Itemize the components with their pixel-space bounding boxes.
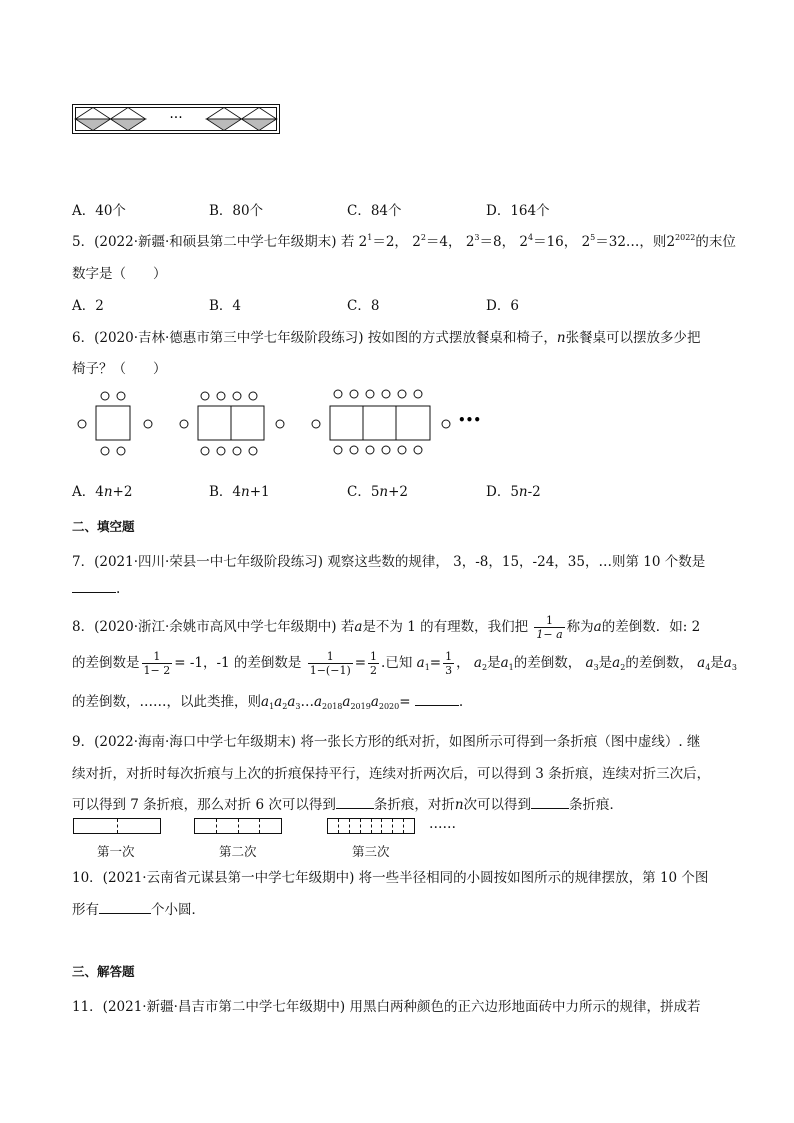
q8-frac1-den: 1− 2 — [143, 664, 171, 677]
q8-a1b-var: a — [500, 655, 509, 671]
q4-option-d[interactable]: D．164个 — [486, 203, 550, 219]
tables-ellipsis: ••• — [458, 413, 482, 427]
q8-frac-den: 1− a — [536, 628, 563, 641]
q5-exp6: 2022 — [675, 233, 696, 242]
q6-a-var: n — [103, 484, 113, 500]
fold-strip-1 — [73, 818, 161, 834]
q7-period: . — [116, 581, 121, 597]
q5-option-a[interactable]: A．2 — [72, 298, 104, 314]
q6-option-a[interactable] — [72, 480, 132, 500]
q8-frac3-num: 1 — [370, 650, 378, 663]
q5-line1 — [72, 230, 736, 250]
q8-c3: = — [399, 694, 411, 710]
fold-ellipsis: …… — [429, 816, 456, 832]
q8-p3s: 3 — [295, 702, 301, 711]
q8-b4: .已知 — [381, 655, 413, 671]
q8-b1: 的差倒数是 — [72, 655, 140, 671]
q6-d-tail: -2 — [527, 484, 541, 500]
fold-label-2: 第二次 — [219, 844, 257, 859]
q5-base2: 2 — [412, 234, 421, 250]
q10-t2: 个小圆． — [151, 902, 205, 918]
q8-p6: a — [370, 694, 379, 710]
q8-b6: = — [429, 655, 442, 671]
q5-option-b[interactable]: B．4 — [209, 298, 242, 314]
q10-answer-blank[interactable] — [99, 901, 151, 914]
q5-base3: 2 — [465, 234, 475, 250]
q8-c4: . — [458, 694, 464, 710]
q4-option-b[interactable]: B．80个 — [209, 203, 264, 219]
q9-var-n: n — [454, 797, 464, 813]
q5-base1: 2 — [358, 234, 368, 250]
tables-chairs-svg — [74, 384, 494, 464]
q6-option-b[interactable] — [209, 480, 270, 500]
q8-reciprocal-fraction — [534, 614, 564, 641]
q6-d-text: D．5 — [486, 484, 519, 500]
q8-p4: a — [313, 694, 323, 710]
q5-line2: 数字是（ ） — [72, 266, 167, 282]
q8-p6s: 2020 — [378, 702, 400, 711]
tables-chairs-figure — [74, 384, 494, 464]
fold-strip-3 — [327, 818, 415, 834]
q5-base6: 2 — [666, 234, 676, 250]
q8-p2: a — [274, 694, 283, 710]
q9-line1: 9．(2022·海南·海口中学七年级期末) 将一张长方形的纸对折，如图所示可得到一条折痕（图中虚线）. 继 — [72, 734, 701, 750]
q8-p3: a — [287, 694, 296, 710]
q6-a-tail: +2 — [112, 484, 133, 500]
q8-a2b-sub: 2 — [620, 663, 626, 672]
q10-line2 — [72, 898, 205, 918]
q6-line2: 椅子？（ ） — [72, 361, 167, 377]
fold-strip-2 — [194, 818, 282, 834]
q8-b12: 是 — [710, 655, 724, 671]
q6-text-a: 6．(2020·吉林·德惠市第三中学七年级阶段练习) 按如图的方式摆放餐桌和椅子， — [72, 330, 557, 346]
q5-res1: ＝2， — [372, 234, 408, 250]
q8-frac4 — [443, 650, 454, 677]
q5-base4: 2 — [519, 234, 528, 250]
q6-line1 — [72, 326, 701, 346]
q8-b8: 是 — [487, 655, 501, 671]
q8-a3-sub: 3 — [593, 663, 599, 672]
q8-var-a: a — [354, 619, 363, 635]
q8-c1: 的差倒数，……，以此类推，则 — [72, 694, 261, 710]
section-solution-heading: 三、解答题 — [72, 964, 135, 979]
q8-a3b-sub: 3 — [731, 663, 737, 672]
q5-option-c[interactable]: C．8 — [347, 298, 380, 314]
q5-exp2: 2 — [420, 233, 426, 242]
fold-label-3: 第三次 — [352, 844, 390, 859]
q9-blank1[interactable] — [336, 796, 374, 809]
q8-p2s: 2 — [282, 702, 288, 711]
q9-t2: 条折痕，对折 — [373, 797, 455, 813]
q6-text-b: 张餐桌可以摆放多少把 — [565, 330, 701, 346]
q6-b-var: n — [241, 484, 250, 500]
q8-frac2-num: 1 — [308, 650, 353, 664]
q8-p5: a — [342, 694, 351, 710]
q8-frac2 — [308, 650, 353, 677]
q8-b9: 的差倒数， — [513, 655, 582, 671]
q8-p4s: 2018 — [322, 702, 343, 711]
q8-b3: = — [354, 655, 367, 671]
q8-text2: 是不为 1 的有理数，我们把 — [362, 619, 529, 635]
q8-p1: a — [261, 694, 270, 710]
q6-option-d[interactable] — [486, 480, 541, 500]
q6-c-text: C．5 — [347, 484, 380, 500]
q5-res4: ＝16， — [533, 234, 578, 250]
q8-a4-sub: 4 — [705, 663, 711, 672]
q9-blank2[interactable] — [531, 796, 569, 809]
q6-c-var: n — [379, 484, 389, 500]
q8-frac4-num: 1 — [445, 650, 453, 663]
q8-p1s: 1 — [269, 702, 275, 711]
fold-label-1: 第一次 — [97, 844, 135, 859]
q5-exp3: 3 — [474, 233, 480, 242]
tile-strip-svg — [72, 104, 280, 134]
q5-res2: ＝4， — [425, 234, 462, 250]
q6-b-text: B．4 — [209, 484, 242, 500]
q5-res6: 的末位 — [695, 234, 736, 250]
q9-line3 — [72, 793, 623, 813]
q8-var-a2: a — [593, 619, 602, 635]
q8-b2: = -1，-1 的差倒数是 — [174, 655, 302, 671]
tile-strip-figure — [72, 104, 280, 134]
q5-source: 5．(2022·新疆·和硕县第二中学七年级期末) 若 — [72, 234, 355, 250]
q8-frac4-den: 3 — [445, 664, 453, 677]
q5-exp5: 5 — [590, 233, 596, 242]
section-fill-in-heading: 二、填空题 — [72, 519, 135, 534]
q10-line1: 10．(2021·云南省元谋县第一中学七年级期中) 将一些半径相同的小圆按如图所示的规律摆放，第 10 个图 — [72, 870, 709, 886]
q9-t1: 可以得到 7 条折痕，那么对折 6 次可以得到 — [72, 797, 336, 813]
q8-b10: 是 — [598, 655, 613, 671]
q8-frac3 — [368, 650, 379, 677]
q8-b7: ， — [456, 655, 470, 671]
q6-option-c[interactable] — [347, 480, 408, 500]
q8-frac2-den: 1−(−1) — [309, 664, 351, 677]
q7-line2 — [72, 580, 120, 597]
q5-res5: ＝32…，则 — [595, 234, 667, 250]
q6-a-text: A．4 — [72, 484, 104, 500]
q8-line1 — [72, 610, 700, 644]
tile-strip-ellipsis: ··· — [169, 110, 183, 126]
q8-a1b-sub: 1 — [508, 663, 514, 672]
q8-p5s: 2019 — [350, 702, 371, 711]
q6-c-tail: +2 — [388, 484, 409, 500]
q10-t1: 形有 — [72, 902, 99, 918]
q7-line1: 7．(2021·四川·荣县一中七年级阶段练习) 观察这些数的规律， 3，-8，15，-24，35，…则第 10 个数是 — [72, 554, 706, 570]
q9-t3: 次可以得到 — [463, 797, 532, 813]
q5-base5: 2 — [581, 234, 591, 250]
q8-frac1-num: 1 — [142, 650, 173, 664]
q8-a2-var: a — [473, 655, 482, 671]
q8-a1-var: a — [416, 655, 425, 671]
q8-a4-var: a — [697, 655, 706, 671]
q4-option-c[interactable]: C．84个 — [347, 203, 402, 219]
q8-a1-sub: 1 — [424, 663, 430, 672]
q9-line2: 续对折，对折时每次折痕与上次的折痕保持平行，连续对折两次后，可以得到 3 条折痕，连续对折三次后， — [72, 766, 711, 782]
q5-option-d[interactable]: D．6 — [486, 298, 519, 314]
q8-a2b-var: a — [612, 655, 621, 671]
q8-frac1 — [142, 650, 173, 677]
q7-answer-blank[interactable] — [72, 580, 116, 593]
q8-line3 — [72, 690, 463, 710]
q8-b11: 的差倒数， — [625, 655, 693, 671]
q8-a3b-var: a — [723, 655, 732, 671]
q8-frac3-den: 2 — [370, 664, 378, 677]
q5-res3: ＝8， — [479, 234, 516, 250]
q8-src: 8．(2020·浙江·余姚市高风中学七年级期中) 若 — [72, 619, 355, 635]
q8-frac-num: 1 — [534, 614, 564, 628]
q5-exp1: 1 — [367, 233, 373, 242]
q5-exp4: 4 — [527, 233, 534, 242]
q8-line2 — [72, 646, 737, 680]
q8-a3-var: a — [585, 655, 594, 671]
q9-t4: 条折痕． — [569, 797, 624, 813]
q8-a2-sub: 2 — [481, 663, 488, 672]
q11-line1: 11．(2021·新疆·昌吉市第二中学七年级期中) 用黑白两种颜色的正六边形地面砖中力所示的规律，拼成若 — [72, 999, 701, 1015]
q6-var-n: n — [556, 330, 566, 346]
q6-b-tail: +1 — [249, 484, 270, 500]
q4-option-a[interactable]: A．40个 — [72, 203, 126, 219]
q8-text4: 的差倒数．如: 2 — [601, 619, 701, 635]
q8-text3: 称为 — [566, 619, 594, 635]
q8-answer-blank[interactable] — [415, 693, 459, 706]
q8-c2: … — [300, 694, 314, 710]
q6-d-var: n — [518, 484, 528, 500]
